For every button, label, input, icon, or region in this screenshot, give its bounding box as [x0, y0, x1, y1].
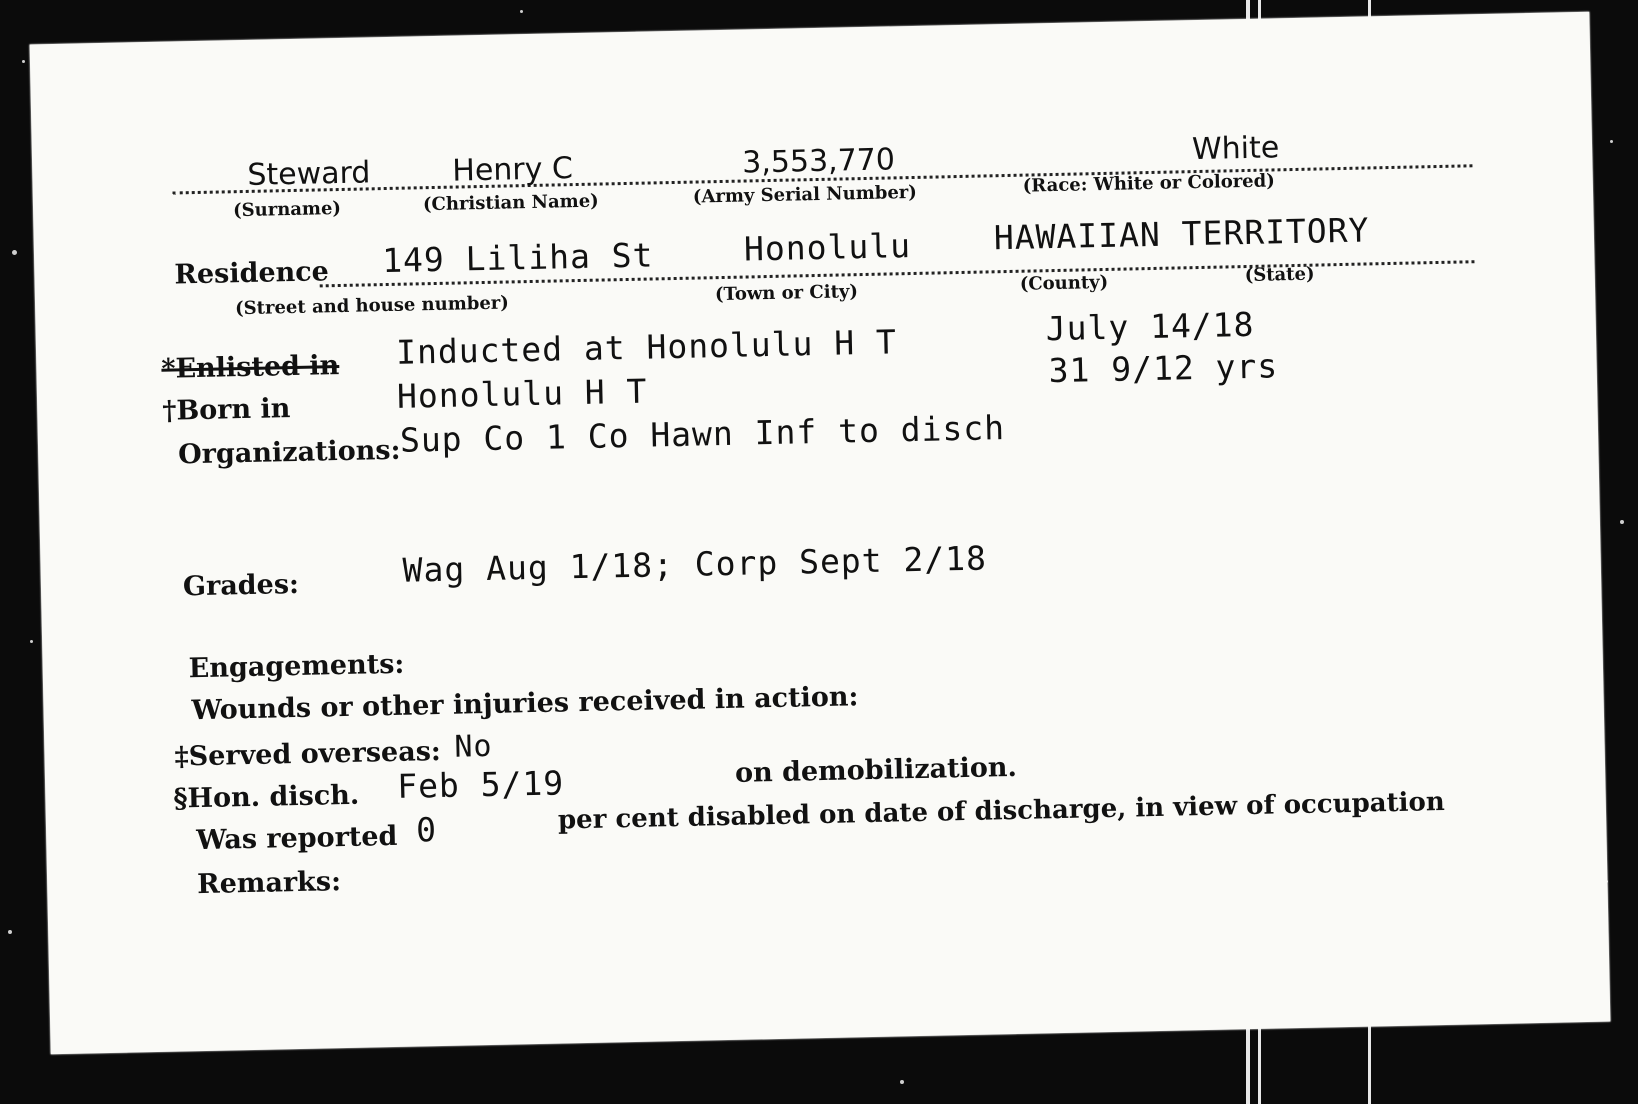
state-value: HAWAIIAN TERRITORY	[993, 210, 1370, 258]
reported-value: 0	[415, 810, 438, 850]
engagements-label: Engagements:	[188, 648, 405, 685]
scan-speck	[900, 1080, 904, 1084]
discharge-suffix: on demobilization.	[734, 751, 1018, 789]
grades-label: Grades:	[182, 568, 300, 603]
served-overseas-label: ‡Served overseas:	[174, 735, 442, 773]
street-caption: (Street and house number)	[234, 292, 510, 320]
discharge-date: Feb 5/19	[396, 763, 565, 806]
state-caption: (State)	[1244, 263, 1315, 287]
scan-speck	[1610, 140, 1613, 143]
serial-number-caption: (Army Serial Number)	[692, 181, 918, 208]
enlisted-label: *Enlisted in	[161, 350, 340, 385]
born-value: Honolulu H T	[396, 371, 648, 416]
organizations-label: Organizations:	[177, 434, 401, 471]
town-value: Honolulu	[743, 226, 912, 269]
scan-speck	[22, 60, 25, 63]
discharge-label: §Hon. disch.	[173, 779, 360, 815]
born-label: †Born in	[161, 393, 291, 427]
race-value: White	[1191, 130, 1280, 168]
served-overseas-value: No	[454, 728, 493, 765]
scan-speck	[30, 640, 33, 643]
remarks-label: Remarks:	[196, 866, 342, 901]
service-record-card	[30, 12, 1611, 1054]
residence-label: Residence	[174, 256, 330, 291]
christian-name-caption: (Christian Name)	[422, 190, 599, 216]
organizations-value: Sup Co 1 Co Hawn Inf to disch	[399, 408, 1006, 460]
town-caption: (Town or City)	[714, 281, 859, 306]
reported-suffix: per cent disabled on date of discharge, in view of occupation	[557, 786, 1446, 836]
surname-caption: (Surname)	[232, 197, 342, 222]
wounds-label: Wounds or other injuries received in action:	[191, 681, 859, 727]
reported-label: Was reported	[195, 820, 398, 857]
serial-number-value: 3,553,770	[741, 142, 896, 181]
street-value: 149 Liliha St	[381, 235, 654, 281]
enlisted-value: Inducted at Honolulu H T	[395, 322, 898, 372]
race-caption: (Race: White or Colored)	[1022, 170, 1275, 197]
surname-value: Steward	[247, 155, 371, 193]
scan-speck	[8, 930, 12, 934]
christian-name-value: Henry C	[451, 151, 574, 189]
grades-value: Wag Aug 1/18; Corp Sept 2/18	[402, 538, 988, 590]
scan-speck	[520, 10, 523, 13]
born-age: 31 9/12 yrs	[1048, 346, 1279, 391]
scan-speck	[12, 250, 17, 255]
enlisted-date: July 14/18	[1045, 304, 1255, 349]
county-caption: (County)	[1019, 271, 1109, 295]
scan-speck	[1620, 520, 1624, 524]
